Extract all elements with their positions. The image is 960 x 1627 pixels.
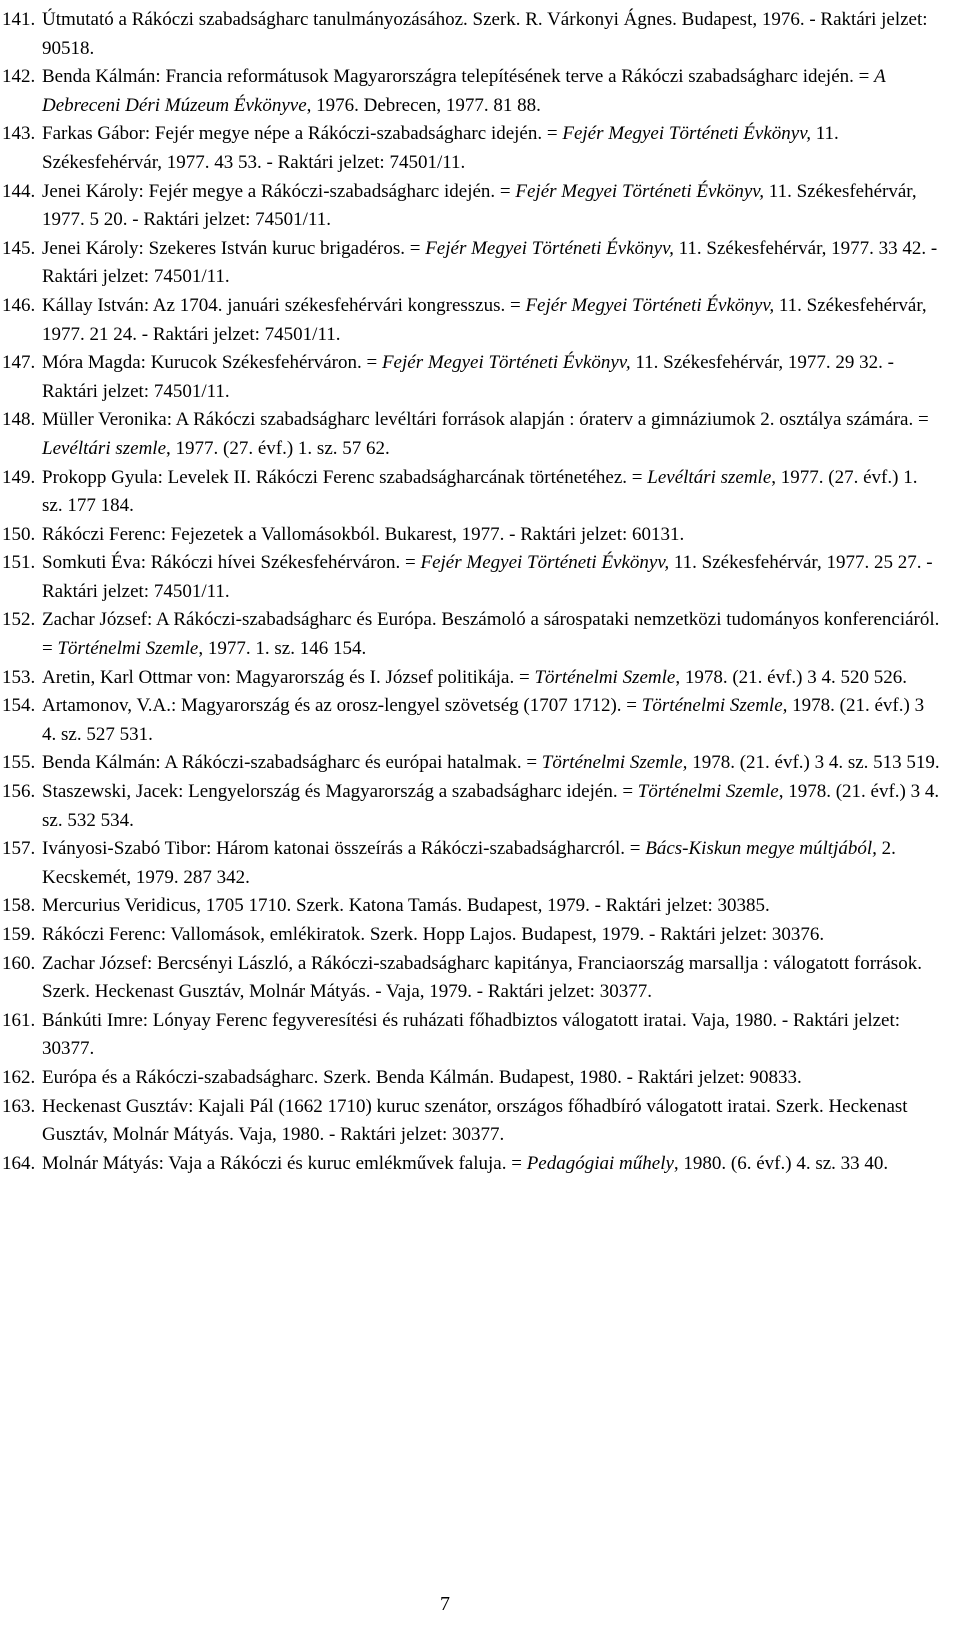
entry-text-segment: , 1976. Debrecen, 1977. 81 88.: [306, 94, 541, 116]
bibliography-entry: [0, 950, 940, 1007]
entry-number: 161.: [2, 1009, 36, 1031]
entry-text: [42, 235, 940, 292]
entry-text-segment: 11. Székesfehérvár, 1977. 33 42. - Raktári jelzet: 74501/11.: [42, 237, 938, 288]
bibliography-list: [0, 6, 940, 1178]
entry-number: 151.: [2, 552, 36, 574]
entry-text: [42, 1064, 940, 1093]
entry-text: [42, 1093, 940, 1150]
publication-title: Levéltári szemle: [42, 437, 167, 459]
entry-text: [42, 950, 940, 1007]
entry-text-segment: 1978. (21. évf.) 3 4. sz. 527 531.: [42, 695, 925, 745]
entry-text-segment: Staszewski, Jacek: Lengyelország és Magyarország a szabadságharc idején. =: [42, 781, 638, 803]
publication-title: Történelmi Szemle: [637, 781, 779, 803]
entry-text: [42, 835, 940, 892]
entry-text-segment: Rákóczi Ferenc: Fejezetek a Vallomásokból. Bukarest, 1977. - Raktári jelzet: 60131.: [42, 523, 685, 545]
publication-title: A Debreceni Déri Múzeum Évkönyve: [42, 66, 886, 116]
entry-number: 154.: [2, 695, 36, 717]
publication-title: Fejér Megyei Történeti Évkönyv,: [381, 352, 631, 374]
entry-text-segment: Zachar József: Bercsényi László, a Rákóczi-szabadságharc kapitánya, Franciaország marsallja : válogatott források. Szerk. Heckenast Gusztáv, Molnár Mátyás. - Vaja, 1979. - Raktári jelzet: 30377.: [42, 952, 922, 1003]
entry-number: 164.: [2, 1152, 36, 1174]
entry-text-segment: Müller Veronika: A Rákóczi szabadságharc levéltári források alapján : óraterv a gimnáziumok 2. osztálya számára. =: [42, 409, 929, 431]
publication-title: Pedagógiai műhely: [526, 1152, 674, 1174]
entry-text: [42, 292, 940, 349]
entry-number: 159.: [2, 924, 36, 945]
publication-title: Levéltári szemle: [647, 466, 772, 488]
publication-title: Történelmi Szemle: [534, 666, 676, 688]
entry-number: 143.: [2, 123, 36, 145]
publication-title: Bács-Kiskun megye múltjából,: [645, 838, 877, 860]
entry-number: 148.: [2, 409, 36, 431]
entry-text: [42, 921, 940, 950]
bibliography-entry: [0, 120, 940, 177]
entry-text: [42, 892, 940, 921]
bibliography-entry: [0, 749, 940, 778]
entry-text-segment: Rákóczi Ferenc: Vallomások, emlékiratok. Szerk. Hopp Lajos. Budapest, 1979. - Raktári jelzet: 30376.: [42, 924, 825, 945]
bibliography-entry: [0, 1064, 940, 1093]
entry-text-segment: , 1978. (21. évf.) 3 4. 520 526.: [675, 666, 908, 688]
publication-title: Történelmi Szemle,: [541, 752, 688, 774]
entry-text-segment: Heckenast Gusztáv: Kajali Pál (1662 1710) kuruc szenátor, országos főhadbíró válogatott iratai. Szerk. Heckenast Gusztáv, Molnár Mátyás. Vaja, 1980. - Raktári jelzet: 30377.: [42, 1095, 908, 1146]
entry-text: [42, 349, 940, 406]
entry-text: [42, 778, 940, 835]
publication-title: Fejér Megyei Történeti Évkönyv,: [525, 294, 775, 316]
entry-number: 142.: [2, 66, 36, 88]
entry-number: 162.: [2, 1066, 36, 1088]
entry-text-segment: , 1977. (27. évf.) 1. sz. 57 62.: [166, 437, 390, 459]
entry-number: 152.: [2, 609, 36, 631]
entry-text: [42, 178, 940, 235]
entry-text-segment: Európa és a Rákóczi-szabadságharc. Szerk. Benda Kálmán. Budapest, 1980. - Raktári jelzet: 90833.: [42, 1066, 802, 1088]
bibliography-entry: [0, 549, 940, 606]
bibliography-entry: [0, 63, 940, 120]
entry-text-segment: Prokopp Gyula: Levelek II. Rákóczi Ferenc szabadságharcának történetéhez. =: [42, 466, 648, 488]
entry-text-segment: Aretin, Karl Ottmar von: Magyarország és I. József politikája. =: [42, 666, 535, 688]
entry-text-segment: 11. Székesfehérvár, 1977. 43 53. - Raktári jelzet: 74501/11.: [42, 123, 839, 173]
entry-text-segment: Iványosi-Szabó Tibor: Három katonai összeírás a Rákóczi-szabadságharcról. =: [42, 838, 646, 860]
entry-text-segment: Kállay István: Az 1704. januári székesfehérvári kongresszus. =: [42, 294, 526, 316]
entry-text-segment: 11. Székesfehérvár, 1977. 21 24. - Raktári jelzet: 74501/11.: [42, 294, 927, 345]
bibliography-entry: [0, 349, 940, 406]
entry-text-segment: 2. Kecskemét, 1979. 287 342.: [42, 838, 896, 888]
entry-number: 160.: [2, 952, 36, 974]
entry-number: 141.: [2, 9, 36, 30]
bibliography-entry: [0, 464, 940, 521]
entry-number: 147.: [2, 352, 36, 374]
bibliography-entry: [0, 892, 940, 921]
entry-text: [42, 406, 940, 463]
bibliography-entry: [0, 292, 940, 349]
entry-text-segment: Mercurius Veridicus, 1705 1710. Szerk. Katona Tamás. Budapest, 1979. - Raktári jelzet: 30385.: [42, 895, 770, 917]
entry-text-segment: Jenei Károly: Szekeres István kuruc brigadéros. =: [42, 237, 426, 259]
publication-title: Fejér Megyei Történeti Évkönyv,: [425, 237, 674, 259]
bibliography-entry: [0, 835, 940, 892]
bibliography-entry: [0, 606, 940, 663]
bibliography-entry: [0, 1150, 940, 1179]
publication-title: Történelmi Szemle,: [641, 695, 788, 717]
entry-text-segment: Útmutató a Rákóczi szabadságharc tanulmányozásához. Szerk. R. Várkonyi Ágnes. Budapest, 1976. - Raktári jelzet: 90518.: [42, 9, 928, 59]
entry-text-segment: 11. Székesfehérvár, 1977. 25 27. - Raktári jelzet: 74501/11.: [42, 552, 933, 602]
entry-text-segment: Benda Kálmán: A Rákóczi-szabadságharc és európai hatalmak. =: [42, 752, 542, 774]
bibliography-entry: [0, 6, 940, 63]
entry-number: 163.: [2, 1095, 36, 1117]
entry-text: [42, 1150, 940, 1179]
entry-text: [42, 63, 940, 120]
bibliography-entry: [0, 1007, 940, 1064]
bibliography-entry: [0, 406, 940, 463]
entry-text-segment: Molnár Mátyás: Vaja a Rákóczi és kuruc emlékművek faluja. =: [42, 1152, 527, 1174]
publication-title: Fejér Megyei Történeti Évkönyv,: [515, 180, 765, 202]
entry-text: [42, 6, 940, 63]
bibliography-entry: [0, 235, 940, 292]
entry-text: [42, 664, 940, 693]
entry-text-segment: 11. Székesfehérvár, 1977. 5 20. - Raktári jelzet: 74501/11.: [42, 180, 917, 231]
entry-number: 146.: [2, 294, 36, 316]
entry-text: [42, 1007, 940, 1064]
entry-text: [42, 549, 940, 606]
page-number: 7: [440, 1593, 450, 1615]
entry-number: 144.: [2, 180, 36, 202]
entry-text-segment: Benda Kálmán: Francia reformátusok Magyarországra telepítésének terve a Rákóczi szabadságharc idején. =: [42, 66, 875, 88]
entry-text-segment: Farkas Gábor: Fejér megye népe a Rákóczi-szabadságharc idején. =: [42, 123, 563, 145]
bibliography-entry: [0, 521, 940, 550]
entry-text-segment: 11. Székesfehérvár, 1977. 29 32. - Raktári jelzet: 74501/11.: [42, 352, 894, 402]
entry-text-segment: 1978. (21. évf.) 3 4. sz. 513 519.: [687, 752, 940, 774]
entry-text: [42, 606, 940, 663]
entry-number: 145.: [2, 237, 36, 259]
entry-text-segment: Somkuti Éva: Rákóczi hívei Székesfehérváron. =: [42, 552, 421, 574]
entry-number: 150.: [2, 523, 36, 545]
entry-number: 158.: [2, 895, 36, 917]
publication-title: Fejér Megyei Történeti Évkönyv,: [562, 123, 811, 145]
entry-text-segment: Artamonov, V.A.: Magyarország és az orosz-lengyel szövetség (1707 1712). =: [42, 695, 642, 717]
entry-text-segment: Zachar József: A Rákóczi-szabadságharc és Európa. Beszámoló a sárospataki nemzetközi tudományos konferenciáról. =: [42, 609, 940, 660]
entry-text-segment: Móra Magda: Kurucok Székesfehérváron. =: [42, 352, 382, 374]
entry-text-segment: , 1980. (6. évf.) 4. sz. 33 40.: [673, 1152, 889, 1174]
entry-number: 157.: [2, 838, 36, 860]
entry-text-segment: Bánkúti Imre: Lónyay Ferenc fegyveresítési és ruházati főhadbiztos válogatott iratai. Vaja, 1980. - Raktári jelzet: 30377.: [42, 1009, 901, 1060]
entry-text: [42, 692, 940, 749]
entry-text: [42, 521, 940, 550]
bibliography-entry: [0, 921, 940, 950]
entry-number: 149.: [2, 466, 36, 488]
entry-text: [42, 464, 940, 521]
bibliography-entry: [0, 778, 940, 835]
entry-text-segment: , 1978. (21. évf.) 3 4. sz. 532 534.: [42, 781, 940, 831]
bibliography-entry: [0, 692, 940, 749]
entry-text-segment: Jenei Károly: Fejér megye a Rákóczi-szabadságharc idején. =: [42, 180, 516, 202]
bibliography-entry: [0, 178, 940, 235]
entry-number: 153.: [2, 666, 36, 688]
entry-text-segment: , 1977. 1. sz. 146 154.: [198, 638, 367, 660]
publication-title: Fejér Megyei Történeti Évkönyv,: [420, 552, 670, 574]
entry-number: 155.: [2, 752, 36, 774]
entry-number: 156.: [2, 781, 36, 803]
entry-text: [42, 120, 940, 177]
entry-text-segment: , 1977. (27. évf.) 1. sz. 177 184.: [42, 466, 918, 517]
bibliography-entry: [0, 664, 940, 693]
entry-text: [42, 749, 940, 778]
publication-title: Történelmi Szemle: [57, 638, 199, 660]
bibliography-entry: [0, 1093, 940, 1150]
